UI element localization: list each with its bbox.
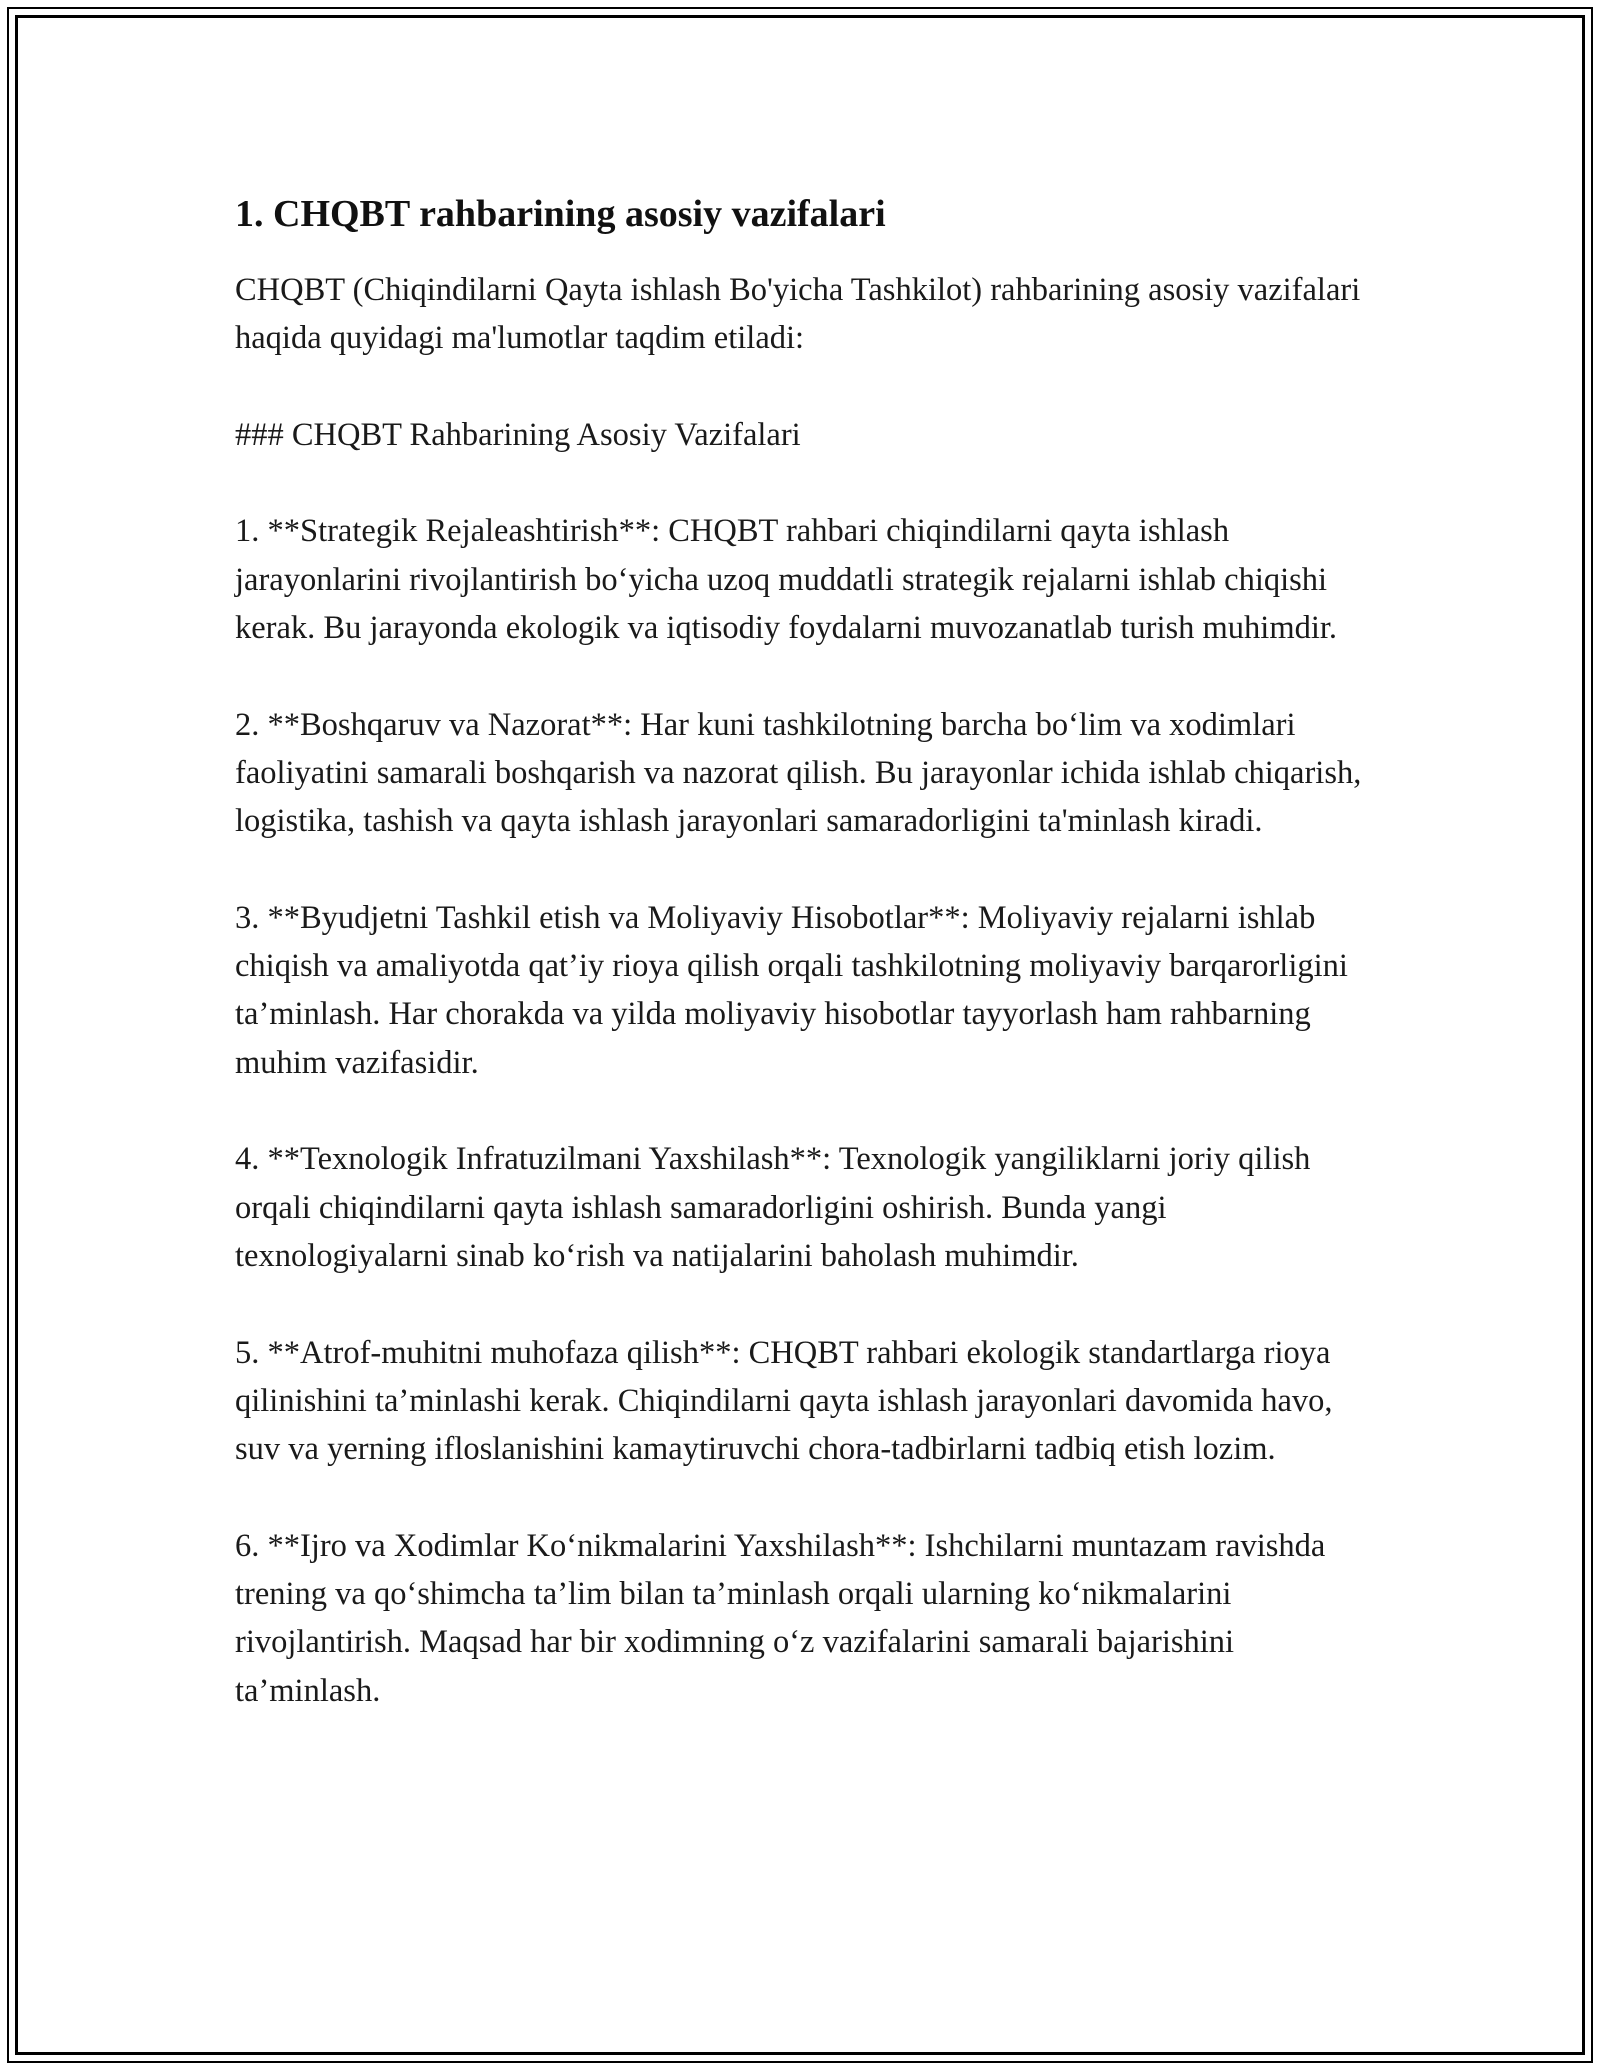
list-item-4: 4. **Texnologik Infratuzilmani Yaxshilash**: Texnologik yangiliklarni joriy qilish orqali chiqindilarni qayta ishlash samaradorligini oshirish. Bunda yangi texnologiyalarni sinab ko‘rish va natijalarini baholash muhimdir. <box>235 1141 1311 1274</box>
document-title: 1. CHQBT rahbarining asosiy vazifalari <box>235 193 886 235</box>
list-item-1: 1. **Strategik Rejaleashtirish**: CHQBT rahbari chiqindilarni qayta ishlash jarayonlarini rivojlantirish bo‘yicha uzoq muddatli strategik rejalarni ishlab chiqishi kerak. Bu jarayonda ekologik va iqtisodiy foydalarni muvozanatlab turish muhimdir. <box>235 513 1338 647</box>
list-item-2: 2. **Boshqaruv va Nazorat**: Har kuni tashkilotning barcha bo‘lim va xodimlari faoliyatini samarali boshqarish va nazorat qilish. Bu jarayonlar ichida ishlab chiqarish, logistika, tashish va qayta ishlash jarayonlari samaradorligini ta'minlash kiradi. <box>235 706 1362 840</box>
list-item-5: 5. **Atrof-muhitni muhofaza qilish**: CHQBT rahbari ekologik standartlarga rioya qilinishini ta’minlashi kerak. Chiqindilarni qayta ishlash jarayonlari davomida havo, suv va yerning ifloslanishini kamaytiruvchi chora-tadbirlarni tadbiq etish lozim. <box>235 1334 1333 1468</box>
document-body <box>235 190 1380 1715</box>
list-item-6: 6. **Ijro va Xodimlar Ko‘nikmalarini Yaxshilash**: Ishchilarni muntazam ravishda trening va qo‘shimcha ta’lim bilan ta’minlash orqali ularning ko‘nikmalarini rivojlantirish. Maqsad har bir xodimning o‘z vazifalarini samarali bajarishini ta’minlash. <box>235 1527 1326 1709</box>
intro-paragraph: CHQBT (Chiqindilarni Qayta ishlash Bo'yicha Tashkilot) rahbarining asosiy vazifalari haqida quyidagi ma'lumotlar taqdim etiladi: <box>235 272 1361 357</box>
subheading: ### CHQBT Rahbarining Asosiy Vazifalari <box>235 416 801 453</box>
list-item-3: 3. **Byudjetni Tashkil etish va Moliyaviy Hisobotlar**: Moliyaviy rejalarni ishlab chiqish va amaliyotda qat’iy rioya qilish orqali tashkilotning moliyaviy barqarorligini ta’minlash. Har chorakda va yilda moliyaviy hisobotlar tayyorlash ham rahbarning muhim vazifasidir. <box>235 899 1348 1081</box>
